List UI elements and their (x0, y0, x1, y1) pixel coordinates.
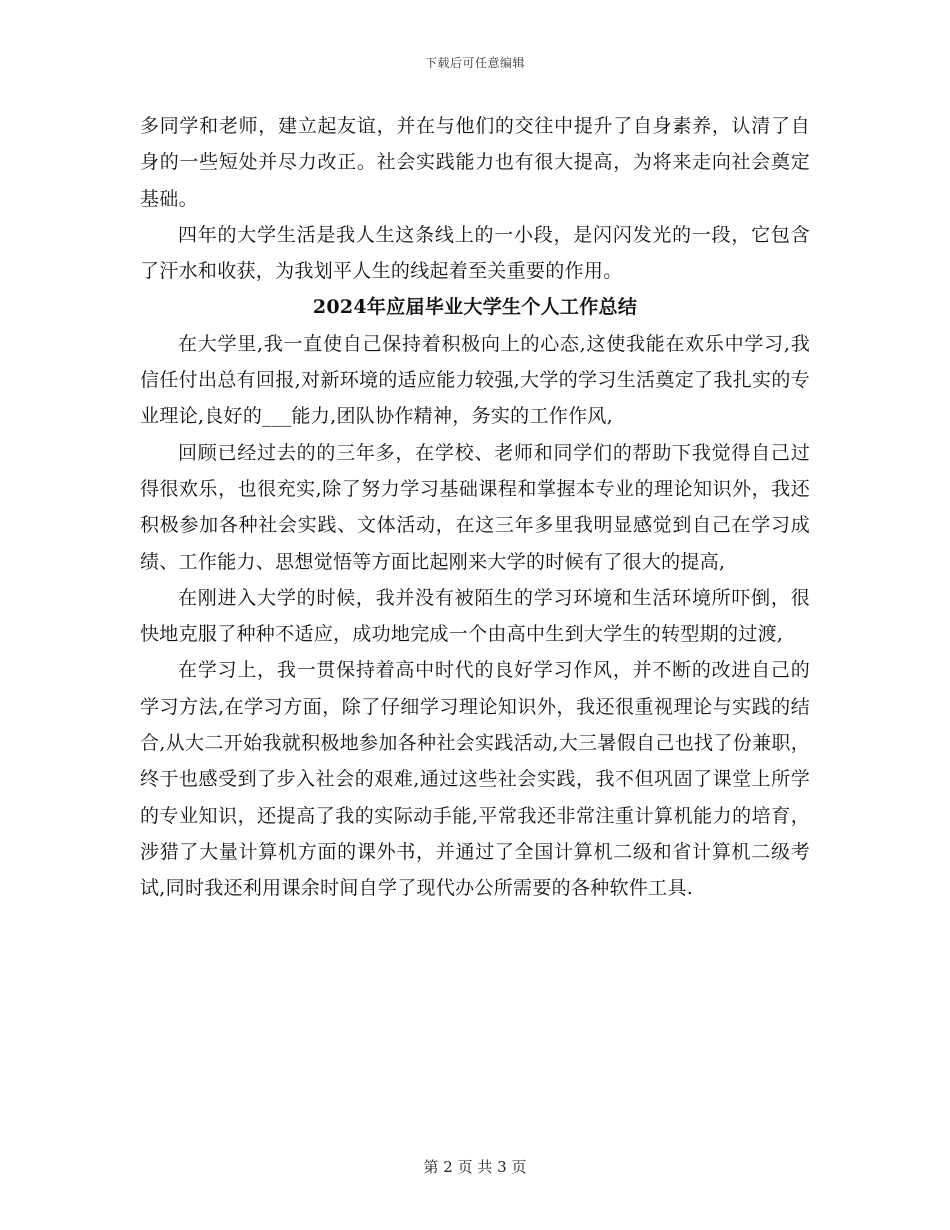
header-note: 下载后可任意编辑 (424, 56, 525, 70)
paragraph: 在学习上，我一贯保持着高中时代的良好学习作风，并不断的改进自己的学习方法,在学习方面，除了仔细学习理论知识外，我还很重视理论与实践的结合,从大二开始我就积极地参加各种社会实践活动,大三暑假自己也找了份兼职，终于也感受到了步入社会的艰难,通过这些社会实践，我不但巩固了课堂上所学的专业知识，还提高了我的实际动手能,平常我还非常注重计算机能力的培育，涉猎了大量计算机方面的课外书，并通过了全国计算机二级和省计算机二级考试,同时我还利用课余时间自学了现代办公所需要的各种软件工具. (140, 659, 810, 900)
page-indicator: 第 2 页 共 3 页 (423, 1158, 527, 1176)
paragraph: 在刚进入大学的时候，我并没有被陌生的学习环境和生活环境所吓倒，很快地克服了种种不适应，成功地完成一个由高中生到大学生的转型期的过渡, (140, 586, 810, 646)
section-title: 2024年应届毕业大学生个人工作总结 (312, 296, 638, 319)
paragraph: 四年的大学生活是我人生这条线上的一小段，是闪闪发光的一段，它包含了汗水和收获，为我划平人生的线起着至关重要的作用。 (140, 223, 810, 283)
paragraph: 回顾已经过去的的三年多，在学校、老师和同学们的帮助下我觉得自己过得很欢乐，也很充实,除了努力学习基础课程和掌握本专业的理论知识外，我还积极参加各种社会实践、文体活动，在这三年多里我明显感觉到自己在学习成绩、工作能力、思想觉悟等方面比起刚来大学的时候有了很大的提高, (140, 441, 810, 573)
paragraph: 在大学里,我一直使自己保持着积极向上的心态,这使我能在欢乐中学习,我信任付出总有回报,对新环境的适应能力较强,大学的学习生活奠定了我扎实的专业理论,良好的___能力,团队协作精神，务实的工作作风, (140, 332, 810, 428)
document-body (140, 108, 810, 907)
paragraph-continued: 多同学和老师，建立起友谊，并在与他们的交往中提升了自身素养，认清了自身的一些短处并尽力改正。社会实践能力也有很大提高，为将来走向社会奠定基础。 (140, 115, 810, 210)
